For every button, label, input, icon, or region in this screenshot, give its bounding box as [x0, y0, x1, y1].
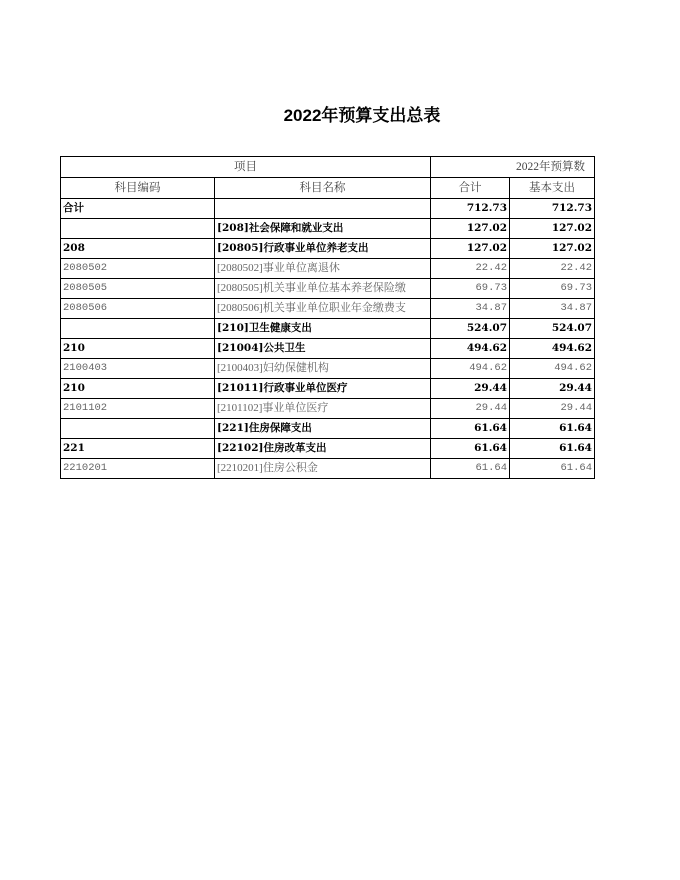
code-cell: [61, 219, 215, 239]
table-row: [61, 339, 595, 359]
header-code: 科目编码: [61, 178, 215, 199]
table-row: [61, 379, 595, 399]
name-cell: [2100403]妇幼保健机构: [215, 359, 431, 379]
name-cell: [2210201]住房公积金: [215, 459, 431, 479]
basic-cell: 127.02: [510, 219, 595, 239]
total-cell: 494.62: [431, 339, 510, 359]
header-total: 合计: [431, 178, 510, 199]
total-cell: 61.64: [431, 419, 510, 439]
basic-cell: 61.64: [510, 419, 595, 439]
name-cell: [2080502]事业单位离退休: [215, 259, 431, 279]
basic-cell: 494.62: [510, 359, 595, 379]
header-row-group: [61, 157, 595, 178]
code-cell: 208: [61, 239, 215, 259]
table-row: [61, 259, 595, 279]
header-budget-group: 2022年预算数: [431, 157, 595, 178]
total-cell: 61.64: [431, 439, 510, 459]
header-row-columns: [61, 178, 595, 199]
code-cell: 2100403: [61, 359, 215, 379]
name-cell: [208]社会保障和就业支出: [215, 219, 431, 239]
basic-cell: 524.07: [510, 319, 595, 339]
name-cell: [20805]行政事业单位养老支出: [215, 239, 431, 259]
total-cell: 69.73: [431, 279, 510, 299]
code-cell: 2080502: [61, 259, 215, 279]
basic-cell: 29.44: [510, 379, 595, 399]
basic-cell: 22.42: [510, 259, 595, 279]
header-name: 科目名称: [215, 178, 431, 199]
table-row-total: [61, 199, 595, 219]
code-cell: 221: [61, 439, 215, 459]
name-cell: [210]卫生健康支出: [215, 319, 431, 339]
code-cell: 210: [61, 339, 215, 359]
total-cell: 712.73: [431, 199, 510, 219]
table-row: [61, 279, 595, 299]
name-cell: [2080506]机关事业单位职业年金缴费支: [215, 299, 431, 319]
table-row: [61, 359, 595, 379]
total-cell: 29.44: [431, 399, 510, 419]
total-cell: 127.02: [431, 219, 510, 239]
table-row: [61, 299, 595, 319]
code-cell: 2210201: [61, 459, 215, 479]
table-row: [61, 419, 595, 439]
total-cell: 22.42: [431, 259, 510, 279]
basic-cell: 127.02: [510, 239, 595, 259]
code-cell: 2101102: [61, 399, 215, 419]
table-row: [61, 219, 595, 239]
name-cell: [2101102]事业单位医疗: [215, 399, 431, 419]
code-cell: [61, 319, 215, 339]
basic-cell: 61.64: [510, 459, 595, 479]
basic-cell: 29.44: [510, 399, 595, 419]
total-cell: 524.07: [431, 319, 510, 339]
total-cell: 494.62: [431, 359, 510, 379]
header-basic: 基本支出: [510, 178, 595, 199]
header-item-group: 项目: [61, 157, 431, 178]
name-cell: [215, 199, 431, 219]
total-cell: 29.44: [431, 379, 510, 399]
name-cell: [21004]公共卫生: [215, 339, 431, 359]
code-cell: 合计: [61, 199, 215, 219]
table-row: [61, 459, 595, 479]
total-cell: 34.87: [431, 299, 510, 319]
basic-cell: 712.73: [510, 199, 595, 219]
basic-cell: 34.87: [510, 299, 595, 319]
code-cell: 2080506: [61, 299, 215, 319]
basic-cell: 61.64: [510, 439, 595, 459]
budget-table: [60, 156, 595, 479]
name-cell: [22102]住房改革支出: [215, 439, 431, 459]
page-title: 2022年预算支出总表: [283, 106, 441, 125]
basic-cell: 494.62: [510, 339, 595, 359]
code-cell: 210: [61, 379, 215, 399]
table-row: [61, 439, 595, 459]
total-cell: 127.02: [431, 239, 510, 259]
table-row: [61, 399, 595, 419]
total-cell: 61.64: [431, 459, 510, 479]
code-cell: 2080505: [61, 279, 215, 299]
name-cell: [221]住房保障支出: [215, 419, 431, 439]
name-cell: [21011]行政事业单位医疗: [215, 379, 431, 399]
table-row: [61, 319, 595, 339]
name-cell: [2080505]机关事业单位基本养老保险缴: [215, 279, 431, 299]
basic-cell: 69.73: [510, 279, 595, 299]
code-cell: [61, 419, 215, 439]
table-row: [61, 239, 595, 259]
